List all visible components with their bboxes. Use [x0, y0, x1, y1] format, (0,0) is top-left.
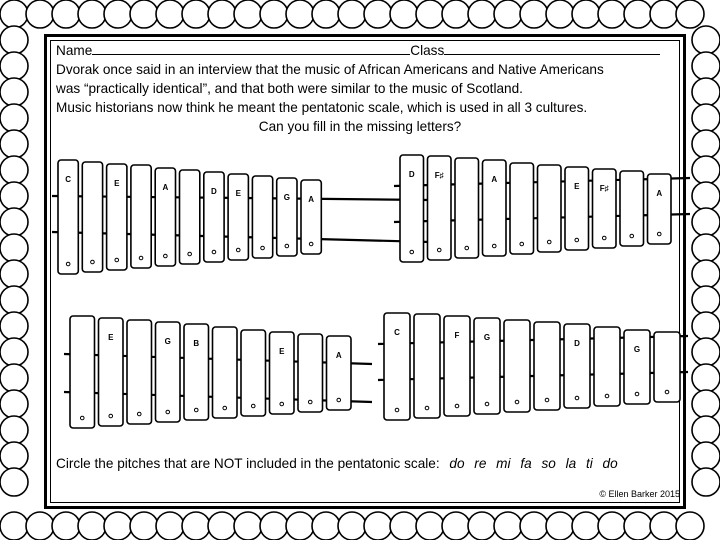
bar[interactable] — [444, 316, 470, 416]
note-label: E — [108, 333, 114, 342]
note-label: G — [483, 333, 491, 342]
note-label: E — [114, 179, 120, 188]
bar-body[interactable] — [127, 320, 152, 424]
xylophone-4 — [378, 313, 688, 420]
screw-hole — [635, 392, 639, 396]
bar[interactable] — [414, 314, 440, 418]
screw-hole — [212, 250, 216, 254]
copyright: © Ellen Barker 2015 — [599, 489, 680, 499]
note-label: G — [283, 193, 290, 202]
bar-body[interactable] — [70, 316, 95, 428]
bar[interactable] — [107, 164, 127, 270]
note-label: C — [394, 328, 400, 337]
solfege-do-1[interactable]: do — [449, 456, 465, 471]
screw-hole — [337, 398, 341, 402]
bar[interactable] — [654, 332, 680, 402]
solfege-so[interactable]: so — [541, 456, 556, 471]
screw-hole — [545, 398, 549, 402]
note-label: F — [454, 331, 460, 340]
screw-hole — [91, 260, 95, 264]
bar-body[interactable] — [565, 167, 589, 250]
bar[interactable] — [593, 169, 617, 248]
screw-hole — [665, 390, 669, 394]
screw-hole — [236, 248, 240, 252]
bar[interactable] — [213, 327, 238, 418]
note-label: E — [574, 182, 580, 191]
screw-hole — [515, 400, 519, 404]
screw-hole — [223, 406, 227, 410]
note-label: A — [335, 351, 342, 360]
bar[interactable] — [127, 320, 152, 424]
bar[interactable] — [648, 174, 672, 244]
screw-hole — [280, 402, 284, 406]
bar-body[interactable] — [414, 314, 440, 418]
note-label: C — [65, 175, 72, 184]
bar[interactable] — [82, 162, 102, 272]
bar[interactable] — [252, 176, 272, 258]
screw-hole — [520, 242, 524, 246]
bar-body[interactable] — [228, 174, 248, 260]
bar[interactable] — [510, 163, 534, 254]
solfege-do-2[interactable]: do — [602, 456, 618, 471]
bar[interactable] — [99, 318, 124, 426]
bar[interactable] — [228, 174, 248, 260]
bar[interactable] — [204, 172, 224, 262]
bar-body[interactable] — [252, 176, 272, 258]
screw-hole — [410, 250, 414, 254]
bar[interactable] — [184, 324, 209, 420]
screw-hole — [194, 408, 198, 412]
note-label: G — [633, 345, 641, 354]
bar[interactable] — [298, 334, 323, 412]
screw-hole — [630, 234, 634, 238]
bar[interactable] — [156, 322, 181, 422]
note-label: E — [279, 347, 285, 356]
screw-hole — [395, 408, 399, 412]
solfege-ti[interactable]: ti — [585, 456, 593, 471]
xylophone-2 — [394, 155, 690, 262]
bar[interactable] — [483, 160, 507, 256]
xylophone-1 — [52, 160, 430, 274]
screw-hole — [575, 238, 579, 242]
bar[interactable] — [131, 165, 151, 268]
bar[interactable] — [565, 167, 589, 250]
bar[interactable] — [428, 156, 452, 260]
screw-hole — [485, 402, 489, 406]
screw-hole — [308, 400, 312, 404]
note-label: A — [308, 195, 315, 204]
note-label: A — [656, 189, 663, 198]
bar-body[interactable] — [213, 327, 238, 418]
screw-hole — [285, 244, 289, 248]
pentatonic-instruction — [56, 456, 618, 472]
note-label: B — [193, 339, 200, 348]
screw-hole — [188, 252, 192, 256]
note-label: A — [491, 175, 498, 184]
note-label: D — [574, 339, 580, 348]
bar-body[interactable] — [180, 170, 200, 264]
question-line: Can you fill in the missing letters? — [258, 119, 462, 134]
bar[interactable] — [270, 332, 295, 414]
bar-body[interactable] — [82, 162, 102, 272]
solfege-la[interactable]: la — [565, 456, 577, 471]
bar[interactable] — [70, 316, 95, 428]
note-label: A — [162, 183, 169, 192]
bar-body[interactable] — [538, 165, 562, 252]
bar[interactable] — [180, 170, 200, 264]
note-label: F♯ — [434, 171, 444, 180]
screw-hole — [547, 240, 551, 244]
intro-line-1: Dvorak once said in an interview that the music of African Americans and Native Americans — [56, 62, 604, 77]
screw-hole — [455, 404, 459, 408]
bar[interactable] — [534, 322, 560, 410]
screw-hole — [437, 248, 441, 252]
screw-hole — [109, 414, 113, 418]
bar[interactable] — [400, 155, 424, 262]
screw-hole — [66, 262, 70, 266]
screw-hole — [309, 242, 313, 246]
screw-hole — [137, 412, 141, 416]
bar[interactable] — [620, 171, 644, 246]
bar[interactable] — [277, 178, 297, 256]
note-label: D — [211, 187, 217, 196]
screw-hole — [465, 246, 469, 250]
bar-body[interactable] — [534, 322, 560, 410]
solfege-fa[interactable]: fa — [520, 456, 532, 471]
note-label: F♯ — [599, 184, 609, 193]
bar[interactable] — [327, 336, 352, 410]
bar[interactable] — [538, 165, 562, 252]
screw-hole — [115, 258, 119, 262]
class-label: Class — [410, 43, 445, 58]
note-label: E — [235, 189, 241, 198]
bar[interactable] — [301, 180, 321, 254]
solfege-re[interactable]: re — [474, 456, 487, 471]
bar[interactable] — [624, 330, 650, 404]
intro-line-3: Music historians now think he meant the pentatonic scale, which is used in all 3 cultures. — [56, 100, 588, 115]
screw-hole — [657, 232, 661, 236]
screw-hole — [575, 396, 579, 400]
intro-line-2: was “practically identical”, and that both were similar to the music of Scotland. — [56, 81, 523, 96]
screw-hole — [80, 416, 84, 420]
bar-body[interactable] — [455, 158, 479, 258]
screw-hole — [605, 394, 609, 398]
screw-hole — [251, 404, 255, 408]
screw-hole — [261, 246, 265, 250]
bar-body[interactable] — [504, 320, 530, 412]
bar[interactable] — [504, 320, 530, 412]
bar[interactable] — [241, 330, 266, 416]
note-label: G — [164, 337, 171, 346]
instruction-text: Circle the pitches that are NOT included in the pentatonic scale: — [56, 456, 440, 471]
bar[interactable] — [455, 158, 479, 258]
bar-body[interactable] — [131, 165, 151, 268]
bar[interactable] — [474, 318, 500, 414]
bar-body[interactable] — [510, 163, 534, 254]
bar[interactable] — [384, 313, 410, 420]
screw-hole — [166, 410, 170, 414]
bar-body[interactable] — [241, 330, 266, 416]
name-label: Name — [56, 43, 93, 58]
bar[interactable] — [58, 160, 78, 274]
note-label: D — [408, 170, 415, 179]
screw-hole — [139, 256, 143, 260]
bar[interactable] — [155, 168, 175, 266]
bar-body[interactable] — [564, 324, 590, 408]
bar-body[interactable] — [204, 172, 224, 262]
xylophone-3 — [64, 316, 372, 428]
solfege-mi[interactable]: mi — [496, 456, 511, 471]
screw-hole — [492, 244, 496, 248]
bar[interactable] — [564, 324, 590, 408]
bar[interactable] — [594, 327, 620, 406]
screw-hole — [164, 254, 168, 258]
screw-hole — [602, 236, 606, 240]
screw-hole — [425, 406, 429, 410]
